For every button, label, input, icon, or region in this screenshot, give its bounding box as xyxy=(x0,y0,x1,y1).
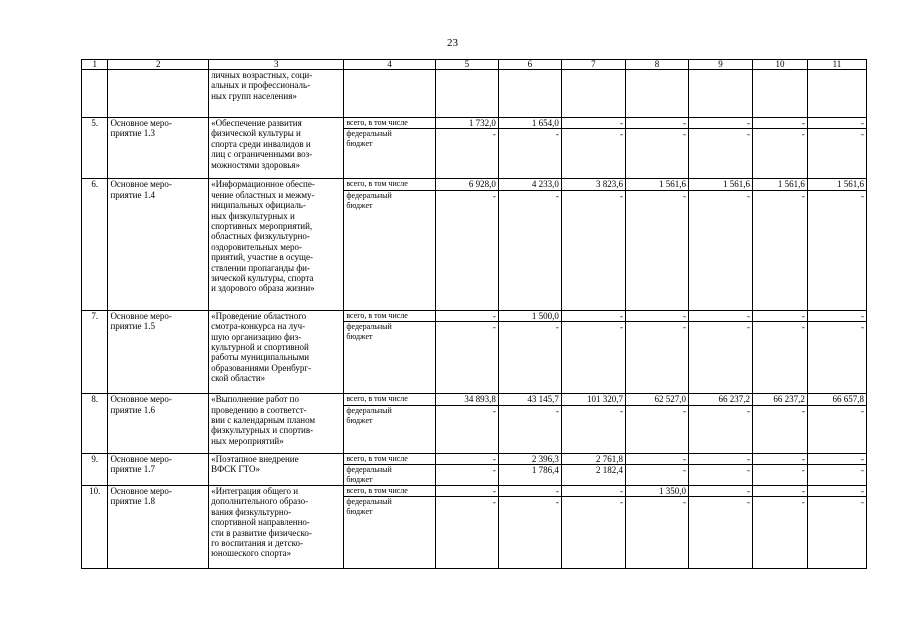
cell-value: - xyxy=(688,497,752,569)
cell-value: - xyxy=(807,310,866,321)
cell-source: федеральный бюджет xyxy=(344,465,436,486)
cell-description: «Выполнение работ по проведению в соответст- вии с календарным планом физкультурных и спортив- ных мероприятий» xyxy=(209,394,344,453)
cell-value: - xyxy=(807,486,866,497)
cell-value: - xyxy=(753,118,808,129)
cell-value xyxy=(498,70,561,118)
cell-value: 2 761,8 xyxy=(561,453,625,464)
cell-value: - xyxy=(561,322,625,394)
column-header: 9 xyxy=(688,60,752,70)
cell-value: 62 527,0 xyxy=(625,394,688,405)
cell-value xyxy=(435,70,498,118)
cell-source: всего, в том числе xyxy=(344,118,436,129)
cell-value: - xyxy=(688,190,752,310)
cell-value: - xyxy=(561,310,625,321)
cell-value: - xyxy=(498,405,561,453)
cell-value: 66 657,8 xyxy=(807,394,866,405)
cell-value: 66 237,2 xyxy=(688,394,752,405)
cell-num: 8. xyxy=(82,394,108,453)
cell-description: «Обеспечение развития физической культуры и спорта среди инвалидов и лиц с ограниченными воз- можностями здоровья» xyxy=(209,118,344,179)
cell-value: 4 233,0 xyxy=(498,179,561,190)
cell-value: - xyxy=(625,310,688,321)
cell-value: - xyxy=(498,322,561,394)
cell-value: - xyxy=(807,118,866,129)
cell-value: 2 182,4 xyxy=(561,465,625,486)
continuation-row xyxy=(82,70,867,118)
cell-value: - xyxy=(435,310,498,321)
cell-value: - xyxy=(753,465,808,486)
cell-value: - xyxy=(753,486,808,497)
cell-source: федеральный бюджет xyxy=(344,129,436,179)
cell-description: «Поэтапное внедрение ВФСК ГТО» xyxy=(209,453,344,485)
table-row xyxy=(82,394,867,405)
cell-source: всего, в том числе xyxy=(344,453,436,464)
cell-value: - xyxy=(498,190,561,310)
cell-event: Основное меро- приятие 1.7 xyxy=(108,453,209,485)
cell-num xyxy=(82,70,108,118)
cell-value: - xyxy=(753,322,808,394)
cell-source xyxy=(344,70,436,118)
cell-value: - xyxy=(435,190,498,310)
cell-value: - xyxy=(435,129,498,179)
cell-value: - xyxy=(435,486,498,497)
cell-value: 101 320,7 xyxy=(561,394,625,405)
cell-value: - xyxy=(753,497,808,569)
cell-source: всего, в том числе xyxy=(344,310,436,321)
cell-value: - xyxy=(561,497,625,569)
cell-value: - xyxy=(807,497,866,569)
cell-value: - xyxy=(753,310,808,321)
cell-source: федеральный бюджет xyxy=(344,190,436,310)
column-header: 4 xyxy=(344,60,436,70)
cell-value: - xyxy=(435,497,498,569)
cell-value: - xyxy=(498,486,561,497)
cell-value: - xyxy=(625,190,688,310)
cell-value: - xyxy=(435,322,498,394)
cell-value: - xyxy=(753,129,808,179)
cell-value xyxy=(625,70,688,118)
cell-value: 2 396,3 xyxy=(498,453,561,464)
cell-value: - xyxy=(498,129,561,179)
cell-source: всего, в том числе xyxy=(344,394,436,405)
cell-value: - xyxy=(688,465,752,486)
page-number: 23 xyxy=(447,37,458,49)
header-row xyxy=(82,60,867,70)
column-header: 8 xyxy=(625,60,688,70)
column-header: 11 xyxy=(807,60,866,70)
table-body xyxy=(82,70,867,569)
cell-value: 1 732,0 xyxy=(435,118,498,129)
cell-value: - xyxy=(498,497,561,569)
column-header: 10 xyxy=(753,60,808,70)
column-header: 3 xyxy=(209,60,344,70)
cell-description: «Проведение областного смотра-конкурса на луч- шую организацию физ- культурной и спортивной работы муниципальными образованиями Оренбург- ской области» xyxy=(209,310,344,393)
cell-value: - xyxy=(753,453,808,464)
cell-value: - xyxy=(688,322,752,394)
table-row xyxy=(82,179,867,190)
cell-value: 43 145,7 xyxy=(498,394,561,405)
cell-num: 5. xyxy=(82,118,108,179)
cell-value xyxy=(807,70,866,118)
column-header: 1 xyxy=(82,60,108,70)
cell-value: - xyxy=(435,405,498,453)
cell-value: - xyxy=(561,405,625,453)
cell-event: Основное меро- приятие 1.3 xyxy=(108,118,209,179)
cell-value: - xyxy=(807,453,866,464)
cell-value: 66 237,2 xyxy=(753,394,808,405)
cell-value: - xyxy=(688,129,752,179)
cell-source: федеральный бюджет xyxy=(344,497,436,569)
cell-num: 6. xyxy=(82,179,108,310)
cell-value: 1 350,0 xyxy=(625,486,688,497)
cell-event: Основное меро- приятие 1.6 xyxy=(108,394,209,453)
cell-value: 1 561,6 xyxy=(753,179,808,190)
cell-value: - xyxy=(753,405,808,453)
cell-value: - xyxy=(688,486,752,497)
cell-value: 1 654,0 xyxy=(498,118,561,129)
table-row xyxy=(82,118,867,129)
cell-num: 10. xyxy=(82,486,108,569)
cell-value: 34 893,8 xyxy=(435,394,498,405)
cell-value: 6 928,0 xyxy=(435,179,498,190)
cell-value: - xyxy=(688,453,752,464)
column-header: 6 xyxy=(498,60,561,70)
cell-value: - xyxy=(807,322,866,394)
cell-source: федеральный бюджет xyxy=(344,322,436,394)
table-row xyxy=(82,310,867,321)
cell-event xyxy=(108,70,209,118)
cell-value: - xyxy=(807,190,866,310)
cell-value xyxy=(688,70,752,118)
cell-value: - xyxy=(561,118,625,129)
cell-value: - xyxy=(625,129,688,179)
cell-description: «Интеграция общего и дополнительного образо- вания физкультурно- спортивной направленно- сти в развитие физическо- го воспитания и детско- юношеского спорта» xyxy=(209,486,344,569)
table-row xyxy=(82,453,867,464)
cell-source: всего, в том числе xyxy=(344,179,436,190)
cell-value: 1 500,0 xyxy=(498,310,561,321)
table-row xyxy=(82,486,867,497)
cell-value: 1 561,6 xyxy=(688,179,752,190)
cell-num: 7. xyxy=(82,310,108,393)
cell-value: 1 561,6 xyxy=(807,179,866,190)
column-header: 2 xyxy=(108,60,209,70)
cell-num: 9. xyxy=(82,453,108,485)
cell-value: - xyxy=(625,322,688,394)
cell-value: - xyxy=(688,405,752,453)
cell-event: Основное меро- приятие 1.5 xyxy=(108,310,209,393)
cell-value: - xyxy=(807,129,866,179)
column-header: 5 xyxy=(435,60,498,70)
cell-event: Основное меро- приятие 1.8 xyxy=(108,486,209,569)
cell-value: - xyxy=(561,190,625,310)
cell-value: - xyxy=(435,465,498,486)
cell-value: - xyxy=(625,118,688,129)
cell-value: - xyxy=(561,486,625,497)
column-header: 7 xyxy=(561,60,625,70)
cell-value: - xyxy=(625,405,688,453)
cell-value: - xyxy=(807,405,866,453)
cell-value: - xyxy=(807,465,866,486)
cell-event: Основное меро- приятие 1.4 xyxy=(108,179,209,310)
cell-value: - xyxy=(688,118,752,129)
cell-source: федеральный бюджет xyxy=(344,405,436,453)
cell-value: - xyxy=(435,453,498,464)
cell-value: 1 786,4 xyxy=(498,465,561,486)
cell-value: - xyxy=(625,465,688,486)
cell-value: - xyxy=(625,497,688,569)
cell-value: - xyxy=(753,190,808,310)
cell-value: - xyxy=(688,310,752,321)
cell-value: - xyxy=(561,129,625,179)
cell-value xyxy=(561,70,625,118)
cell-value: 3 823,6 xyxy=(561,179,625,190)
cell-description: «Информационное обеспе- чение областных и межму- ниципальных официаль- ных физкультурных и спортивных мероприятий, областных физкультурно- оздоровительных меро- приятий, участие в осуще- ствлении пропаганды фи- зической культуры, спорта и здорового образа жизни» xyxy=(209,179,344,310)
cell-value: - xyxy=(625,453,688,464)
cell-value xyxy=(753,70,808,118)
cell-description: личных возрастных, соци- альных и профессиональ- ных групп населения» xyxy=(209,70,344,118)
cell-value: 1 561,6 xyxy=(625,179,688,190)
budget-table xyxy=(81,59,867,569)
cell-source: всего, в том числе xyxy=(344,486,436,497)
